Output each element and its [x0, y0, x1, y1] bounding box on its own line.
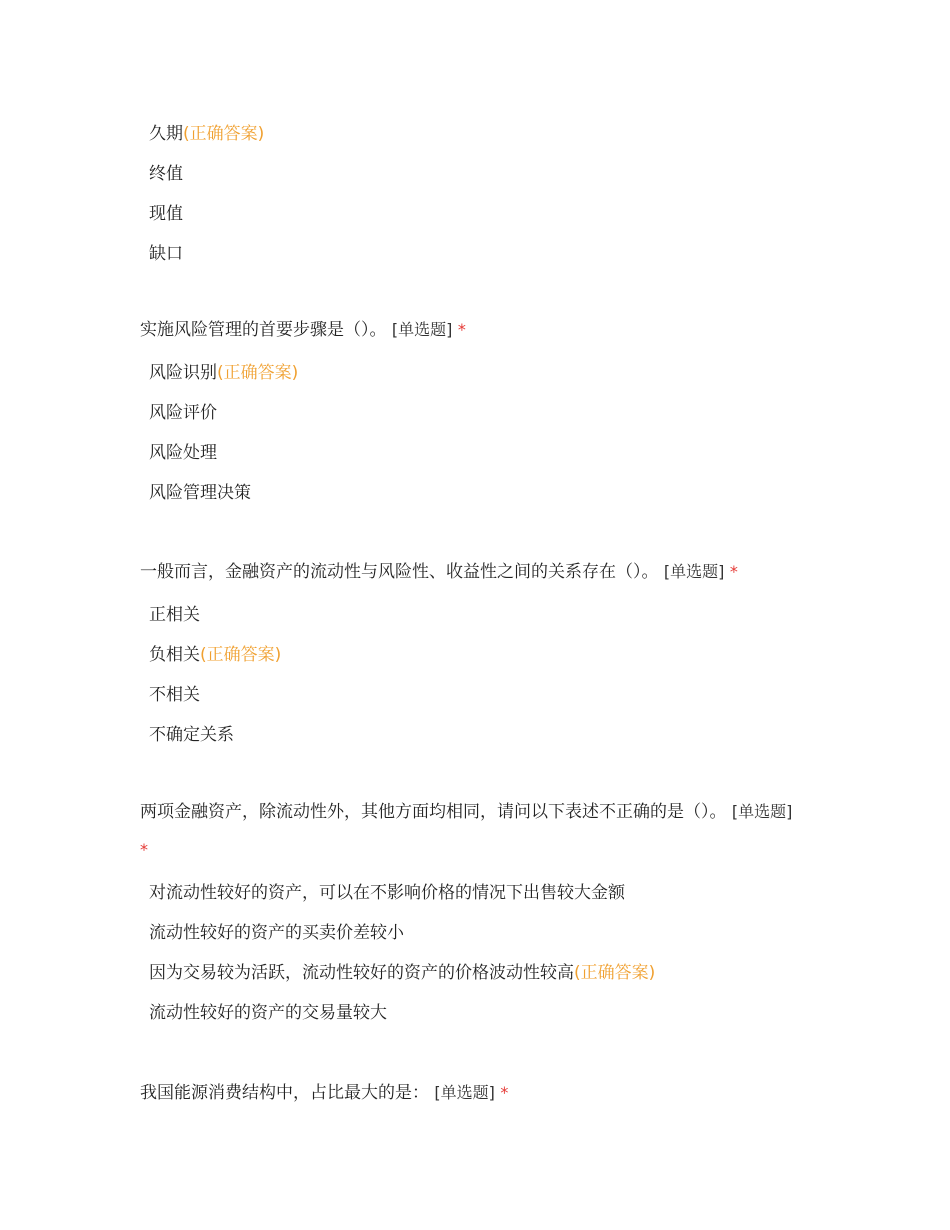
question-type-label: [单选题]	[663, 562, 725, 581]
option-q1-d[interactable]	[140, 473, 820, 513]
required-mark: *	[140, 840, 148, 859]
question-block-0	[140, 114, 820, 274]
required-mark: *	[729, 562, 738, 581]
option-text: 久期	[149, 124, 183, 144]
option-text: 风险处理	[149, 443, 217, 463]
question-type-label: [单选题]	[731, 802, 793, 821]
correct-answer-mark: (正确答案)	[574, 963, 656, 983]
option-q2-b[interactable]	[140, 635, 820, 675]
option-q3-a[interactable]	[140, 873, 820, 913]
question-title	[140, 793, 800, 869]
option-text: 正相关	[149, 605, 200, 625]
option-text: 风险管理决策	[149, 483, 251, 503]
required-mark: *	[500, 1083, 509, 1102]
question-text: 两项金融资产，除流动性外，其他方面均相同，请问以下表述不正确的是（）。	[140, 802, 727, 822]
question-title	[140, 553, 820, 591]
option-text: 对流动性较好的资产，可以在不影响价格的情况下出售较大金额	[149, 883, 625, 903]
question-block-1	[140, 311, 820, 513]
option-q3-c[interactable]	[140, 953, 820, 993]
option-text: 现值	[149, 204, 183, 224]
option-q2-d[interactable]	[140, 715, 820, 755]
option-text: 不确定关系	[149, 725, 234, 745]
question-type-label: [单选题]	[434, 1083, 495, 1102]
option-text: 缺口	[149, 244, 183, 264]
option-q2-c[interactable]	[140, 675, 820, 715]
option-text: 因为交易较为活跃，流动性较好的资产的价格波动性较高	[149, 963, 574, 983]
question-title	[140, 1074, 820, 1112]
correct-answer-mark: (正确答案)	[183, 124, 265, 144]
option-q1-b[interactable]	[140, 393, 820, 433]
question-block-2	[140, 553, 820, 755]
option-text: 终值	[149, 164, 183, 184]
option-q0-d[interactable]	[140, 234, 820, 274]
option-text: 负相关	[149, 645, 200, 665]
option-text: 流动性较好的资产的买卖价差较小	[149, 923, 404, 943]
option-text: 流动性较好的资产的交易量较大	[149, 1003, 387, 1023]
question-type-label: [单选题]	[391, 320, 453, 339]
option-q0-c[interactable]	[140, 194, 820, 234]
option-q3-b[interactable]	[140, 913, 820, 953]
question-text: 我国能源消费结构中，占比最大的是：	[140, 1083, 429, 1103]
option-q0-b[interactable]	[140, 154, 820, 194]
option-q1-a[interactable]	[140, 353, 820, 393]
question-text: 一般而言，金融资产的流动性与风险性、收益性之间的关系存在（）。	[140, 562, 659, 582]
question-text: 实施风险管理的首要步骤是（）。	[140, 320, 387, 340]
correct-answer-mark: (正确答案)	[200, 645, 282, 665]
correct-answer-mark: (正确答案)	[217, 363, 299, 383]
option-text: 风险评价	[149, 403, 217, 423]
question-title	[140, 311, 820, 349]
option-q1-c[interactable]	[140, 433, 820, 473]
option-text: 不相关	[149, 685, 200, 705]
option-text: 风险识别	[149, 363, 217, 383]
option-q2-a[interactable]	[140, 595, 820, 635]
option-q3-d[interactable]	[140, 993, 820, 1033]
question-block-4	[140, 1074, 820, 1116]
required-mark: *	[457, 320, 466, 339]
question-block-3	[140, 793, 820, 1033]
option-q0-a[interactable]	[140, 114, 820, 154]
